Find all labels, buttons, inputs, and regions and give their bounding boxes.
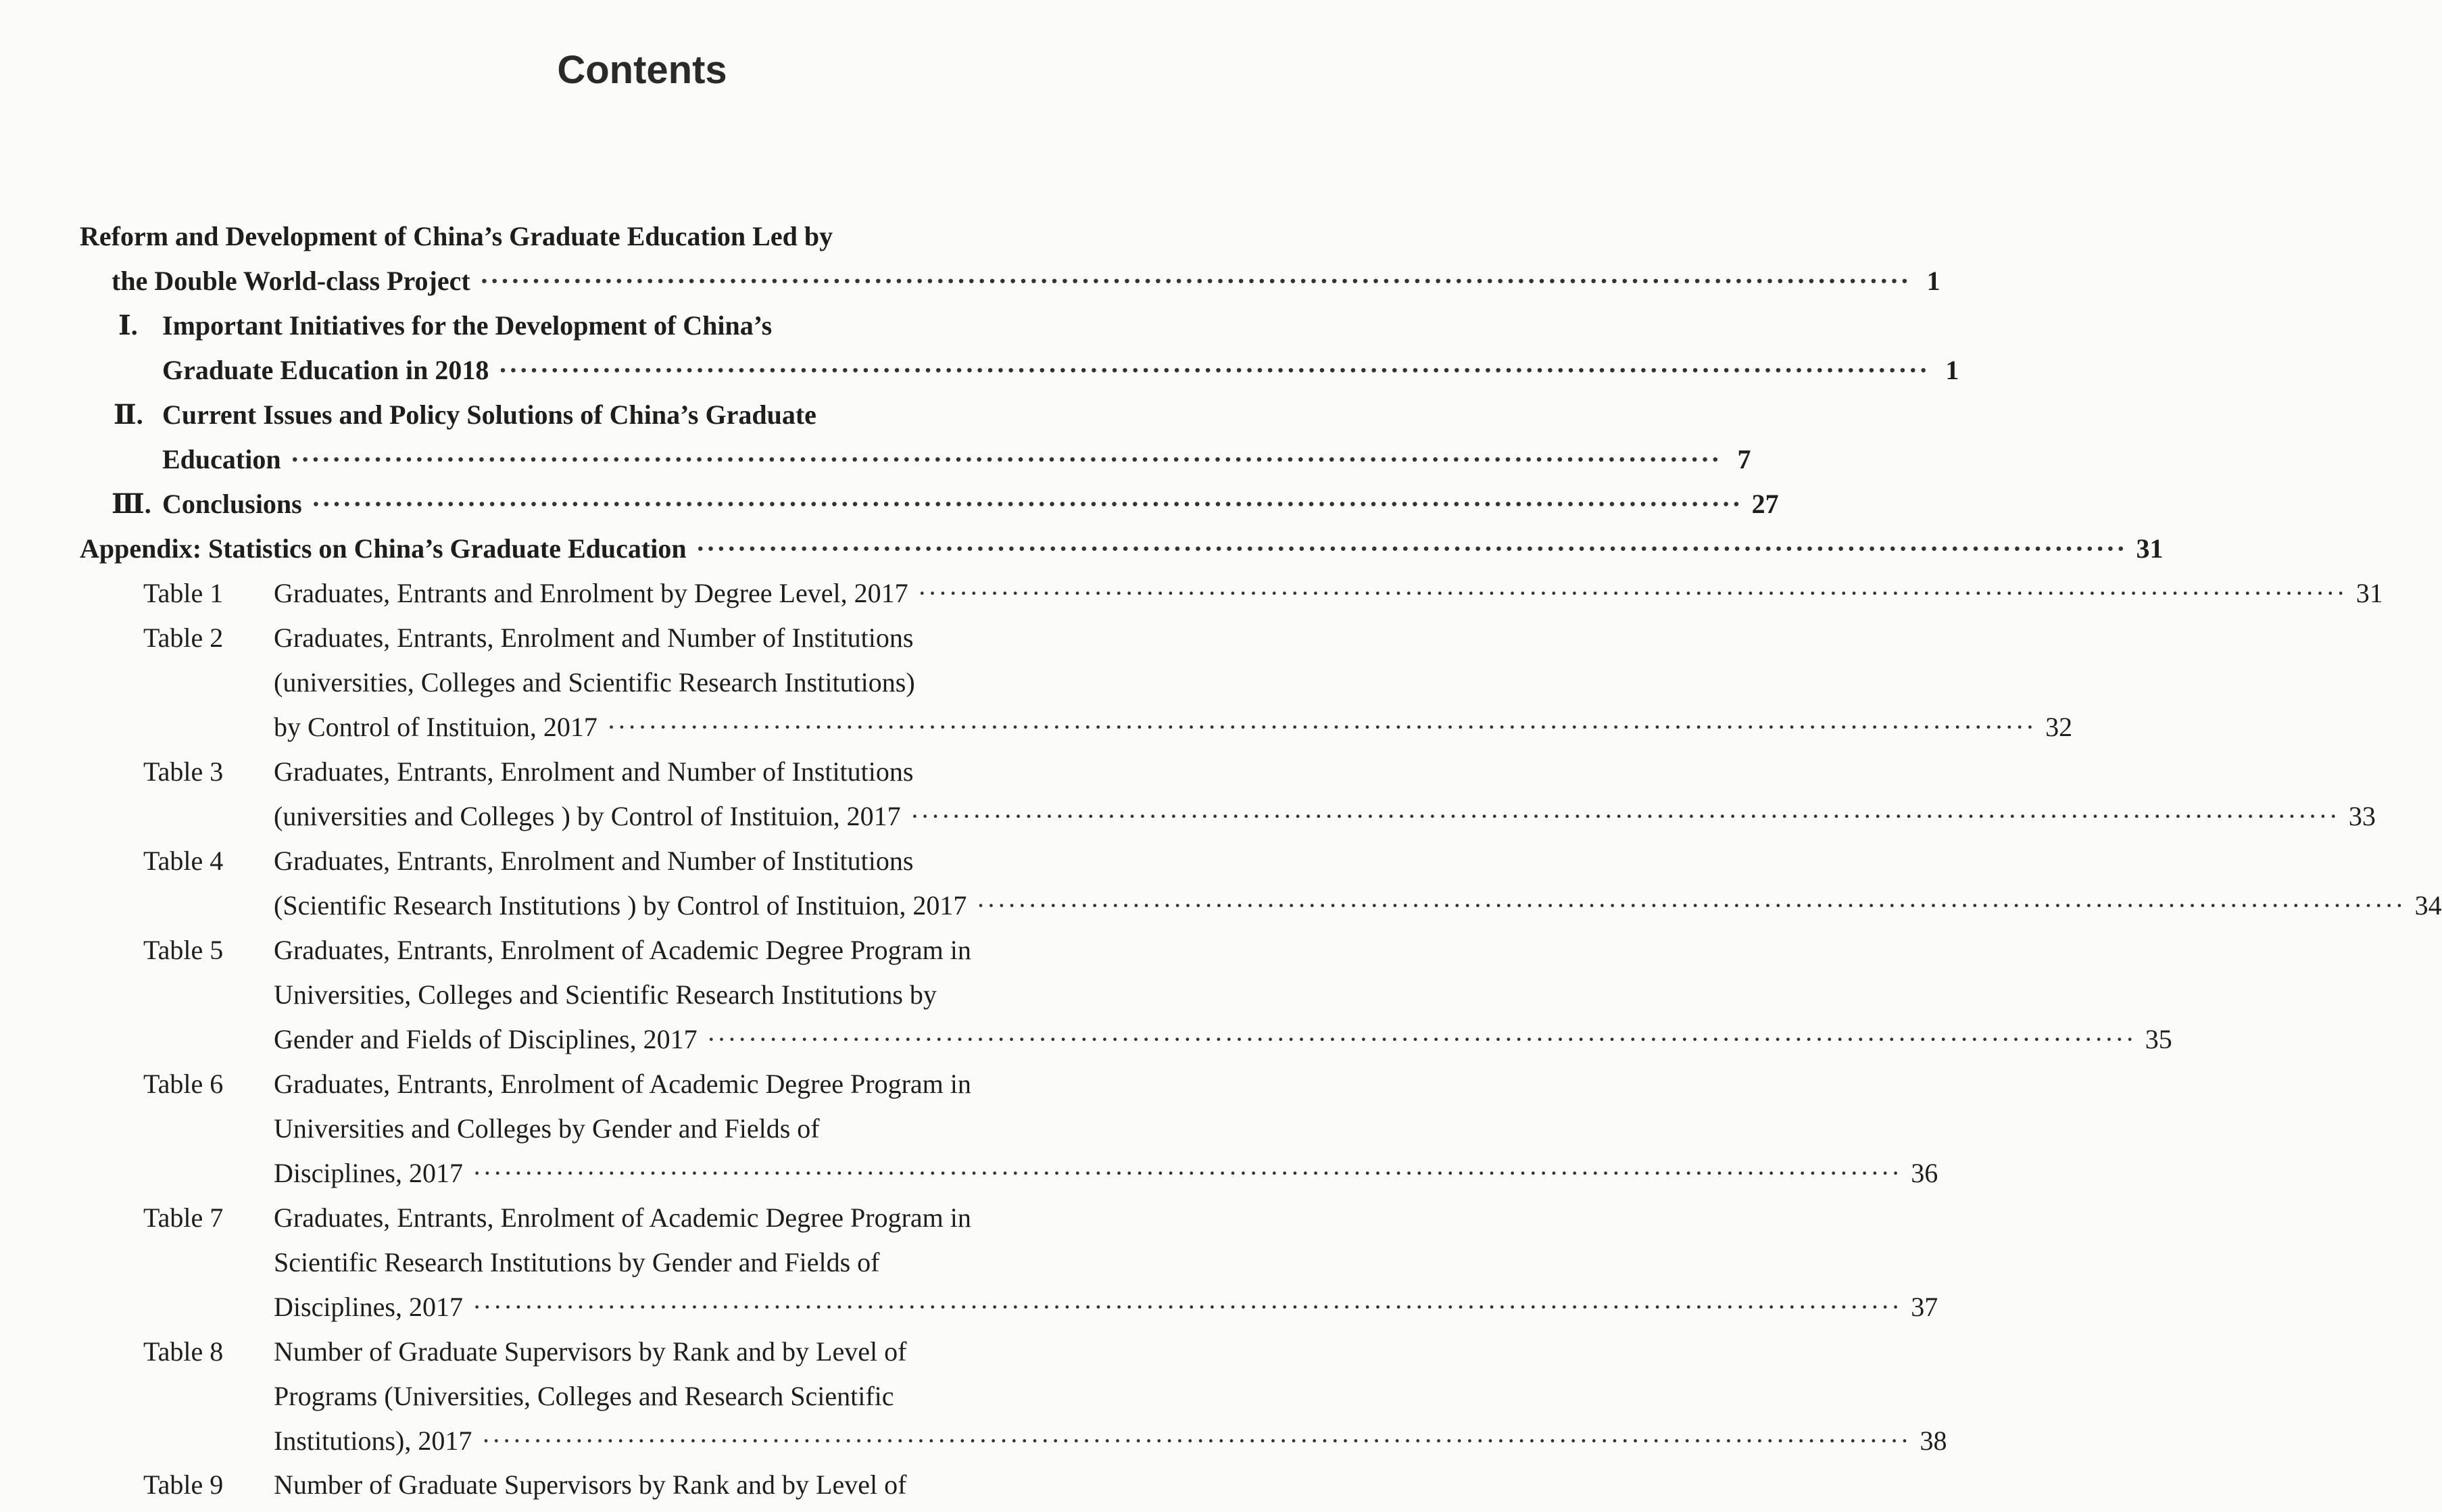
table-label: Table 1 — [143, 578, 224, 608]
page-number: 7 — [1737, 444, 1751, 474]
dot-leader: ·········································································································································· — [917, 578, 2347, 608]
toc-entry[interactable] — [274, 710, 2073, 744]
dot-leader: ·········································································································································· — [706, 1024, 2136, 1054]
toc-section-title: Graduate Education in 2018 — [162, 355, 489, 385]
table-label: Table 8 — [143, 1336, 224, 1367]
toc-section-title: Important Initiatives for the Development of China’s — [162, 310, 773, 341]
toc-section-title: Conclusions — [162, 489, 302, 519]
table-title: Graduates, Entrants, Enrolment and Number of Institutions — [274, 846, 914, 876]
page-number: 32 — [2045, 712, 2073, 742]
toc-section-title: Reform and Development of China’s Graduate Education Led by — [80, 221, 833, 251]
table-title: (Scientific Research Institutions ) by Control of Instituion, 2017 — [274, 890, 967, 921]
dot-leader: ·········································································································································· — [481, 1425, 1911, 1456]
page-number: 31 — [2355, 578, 2383, 608]
table-title: Universities and Colleges by Gender and Fields of — [274, 1113, 820, 1144]
toc-entry[interactable] — [162, 353, 1959, 387]
table-label: Table 5 — [143, 935, 224, 965]
toc-entry[interactable] — [112, 264, 1940, 298]
toc-entry[interactable] — [162, 443, 1751, 477]
table-label: Table 6 — [143, 1069, 224, 1099]
table-label: Table 7 — [143, 1202, 224, 1233]
page-number: 33 — [2348, 801, 2376, 831]
toc-entry[interactable] — [274, 577, 2383, 610]
table-title: Graduates, Entrants, Enrolment of Academic Degree Program in — [274, 935, 971, 965]
dot-leader: ·········································································································································· — [910, 801, 2339, 831]
dot-leader: ·········································································································································· — [606, 712, 2036, 742]
table-title: Number of Graduate Supervisors by Rank and by Level of — [274, 1336, 907, 1367]
page-number: 35 — [2145, 1024, 2172, 1054]
dot-leader: ·········································································································································· — [976, 890, 2406, 921]
table-title: Disciplines, 2017 — [274, 1158, 463, 1188]
table-title: Institutions), 2017 — [274, 1425, 472, 1456]
table-title: Graduates, Entrants, Enrolment of Academic Degree Program in — [274, 1069, 971, 1099]
dot-leader: ·········································································································································· — [498, 355, 1930, 385]
toc-entry[interactable] — [274, 1290, 1938, 1324]
table-title: (universities and Colleges ) by Control of Instituion, 2017 — [274, 801, 901, 831]
table-title: Graduates, Entrants and Enrolment by Degree Level, 2017 — [274, 578, 908, 608]
toc-entry[interactable] — [274, 1156, 1938, 1190]
table-label: Table 2 — [143, 623, 224, 653]
table-label: Table 9 — [143, 1469, 224, 1500]
page-number: 1 — [1945, 355, 1959, 385]
toc-section-title: Appendix: Statistics on China’s Graduate Education — [80, 533, 687, 564]
dot-leader: ·········································································································································· — [695, 533, 2127, 564]
toc-section-title: Current Issues and Policy Solutions of China’s Graduate — [162, 399, 816, 430]
toc-entry[interactable] — [162, 487, 1779, 521]
section-numeral: Ⅱ. — [114, 399, 143, 430]
section-numeral: Ⅲ. — [112, 489, 151, 519]
dot-leader: ·········································································································································· — [479, 266, 1911, 296]
page-number: 31 — [2136, 533, 2164, 564]
dot-leader: ·········································································································································· — [472, 1292, 1902, 1322]
dot-leader: ·········································································································································· — [290, 444, 1721, 474]
toc-entry[interactable] — [80, 532, 2164, 566]
toc-entry[interactable] — [274, 1424, 1947, 1458]
table-title: Graduates, Entrants, Enrolment and Number of Institutions — [274, 623, 914, 653]
table-title: Number of Graduate Supervisors by Rank and by Level of — [274, 1469, 907, 1500]
page-number: 37 — [1911, 1292, 1938, 1322]
table-label: Table 4 — [143, 846, 224, 876]
table-title: Scientific Research Institutions by Gender and Fields of — [274, 1247, 880, 1277]
table-label: Table 3 — [143, 756, 224, 787]
table-title: (universities, Colleges and Scientific Research Institutions) — [274, 667, 915, 698]
page-title: Contents — [557, 48, 727, 92]
page-number: 34 — [2414, 890, 2442, 921]
toc-entry[interactable] — [274, 889, 2442, 923]
table-title: Programs (Universities, Colleges and Research Scientific — [274, 1381, 894, 1411]
table-title: Universities, Colleges and Scientific Research Institutions by — [274, 979, 937, 1010]
table-title: Graduates, Entrants, Enrolment and Number of Institutions — [274, 756, 914, 787]
table-title: by Control of Instituion, 2017 — [274, 712, 597, 742]
toc-entry[interactable] — [274, 800, 2376, 833]
page-number: 36 — [1911, 1158, 1938, 1188]
table-title: Graduates, Entrants, Enrolment of Academic Degree Program in — [274, 1202, 971, 1233]
toc-section-title: the Double World-class Project — [112, 266, 470, 296]
toc-section-title: Education — [162, 444, 281, 474]
dot-leader: ·········································································································································· — [311, 489, 1742, 519]
table-title: Disciplines, 2017 — [274, 1292, 463, 1322]
page-number: 38 — [1920, 1425, 1947, 1456]
page-number: 27 — [1751, 489, 1779, 519]
section-numeral: Ⅰ. — [118, 310, 138, 341]
dot-leader: ·········································································································································· — [472, 1158, 1902, 1188]
page-number: 1 — [1926, 266, 1940, 296]
table-title: Gender and Fields of Disciplines, 2017 — [274, 1024, 698, 1054]
toc-entry[interactable] — [274, 1023, 2172, 1056]
